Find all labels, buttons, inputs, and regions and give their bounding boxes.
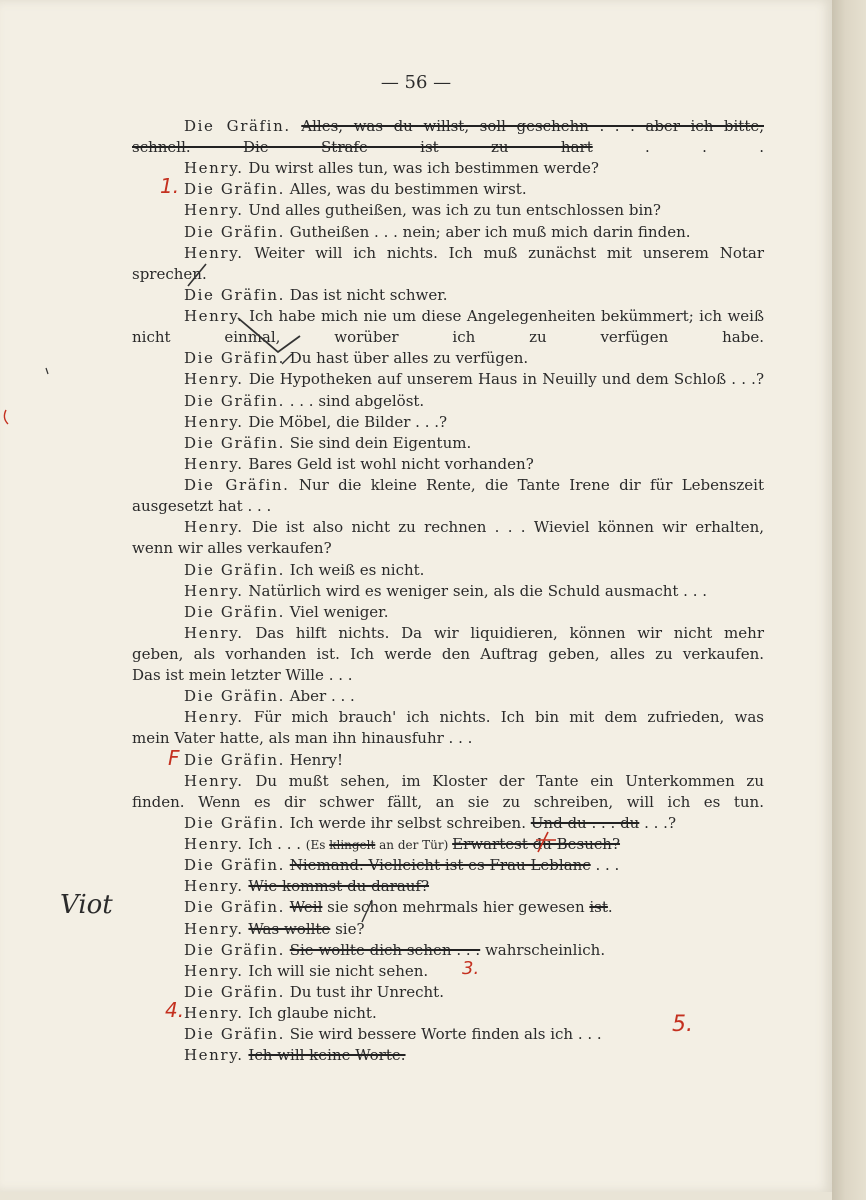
line-text: Bares Geld ist wohl nicht vorhanden? xyxy=(243,454,534,473)
speaker-name: Henry. xyxy=(184,1004,244,1023)
line-text: Aber . . . xyxy=(284,687,355,706)
line-text: Du wirst alles tun, was ich bestimmen werde? xyxy=(243,159,599,178)
line-text: Nur die kleine Rente, die Tante Irene dir für Lebenszeit xyxy=(289,476,764,495)
speaker-name: Henry. xyxy=(184,201,244,220)
speaker-name: Die Gräfin. xyxy=(184,476,290,495)
struck-text: schnell. Die Strafe ist zu hart xyxy=(132,138,593,157)
speaker-name: Henry. xyxy=(184,623,244,642)
line-text: Gutheißen . . . nein; aber ich muß mich darin finden. xyxy=(284,222,691,241)
line-text: Du hast über alles zu verfügen. xyxy=(284,349,529,368)
line-text: Und alles gutheißen, was ich zu tun entschlossen bin? xyxy=(243,201,661,220)
speaker-name: Henry. xyxy=(184,370,244,389)
speaker-name: Die Gräfin. xyxy=(184,687,285,706)
line-text: Sie wird bessere Worte finden als ich . . . xyxy=(284,1025,602,1044)
line-text: sie? xyxy=(330,919,365,938)
speaker-name: Henry. xyxy=(184,835,244,854)
speaker-name: Henry. xyxy=(184,919,244,938)
line-text: Die Möbel, die Bilder . . .? xyxy=(243,412,448,431)
speaker-name: Henry. xyxy=(184,454,244,473)
line-text: . . .? xyxy=(639,813,676,832)
line-text: . . . sind abgelöst. xyxy=(284,391,425,410)
line-text: Alles, was du bestimmen wirst. xyxy=(284,180,527,199)
line-text: sie schon mehrmals hier gewesen xyxy=(322,898,590,917)
struck-text: Und du . . . du xyxy=(530,813,640,832)
line-text: nicht einmal, worüber ich zu verfügen habe. xyxy=(132,328,764,347)
speaker-name: Die Gräfin. xyxy=(184,349,285,368)
struck-text: Sie wollte dich sehen . . . xyxy=(289,940,481,959)
line-text: Du mußt sehen, im Kloster der Tante ein Unterkommen zu xyxy=(243,771,764,790)
struck-text: ist xyxy=(589,898,608,917)
speaker-name: Henry. xyxy=(184,877,244,896)
line-text: Ich werde ihr selbst schreiben. xyxy=(284,813,531,832)
line-text: ausgesetzt hat . . . xyxy=(132,497,272,516)
speaker-name: Die Gräfin. xyxy=(184,1025,285,1044)
speaker-name: Die Gräfin. xyxy=(184,982,285,1001)
speaker-name: Die Gräfin. xyxy=(184,222,285,241)
speaker-name: Die Gräfin. xyxy=(184,813,285,832)
line-text: Ich will sie nicht sehen. xyxy=(243,961,429,980)
line-text: an der Tür) xyxy=(375,838,453,853)
speaker-name: Die Gräfin. xyxy=(184,433,285,452)
speaker-name: Henry. xyxy=(184,1046,244,1065)
speaker-name: Henry. xyxy=(184,412,244,431)
line-text: Das ist mein letzter Wille . . . xyxy=(132,666,353,685)
speaker-name: Henry. xyxy=(184,961,244,980)
line-text: Ich habe mich nie um diese Angelegenheiten bekümmert; ich weiß xyxy=(243,307,764,326)
speaker-name: Henry. xyxy=(184,771,244,790)
page-number: — 56 — xyxy=(380,72,452,93)
speaker-name: Die Gräfin. xyxy=(184,560,285,579)
line-text: Weiter will ich nichts. Ich muß zunächst mit unserem Notar xyxy=(243,243,764,262)
speaker-name: Die Gräfin. xyxy=(184,898,285,917)
speaker-name: Die Gräfin. xyxy=(184,602,285,621)
speaker-name: Die Gräfin. xyxy=(184,391,285,410)
speaker-name: Die Gräfin. xyxy=(184,180,285,199)
struck-text: klingelt xyxy=(329,838,376,853)
speaker-name: Henry. xyxy=(184,159,244,178)
speaker-name: Henry. xyxy=(184,518,244,537)
line-text: Ich weiß es nicht. xyxy=(284,560,425,579)
speaker-name: Die Gräfin. xyxy=(184,750,285,769)
line-text: finden. Wenn es dir schwer fällt, an sie zu schreiben, will ich es tun. xyxy=(132,792,764,811)
line-text: (Es xyxy=(305,838,330,853)
struck-text: Ich will keine Worte. xyxy=(248,1046,406,1065)
line-text: . xyxy=(607,898,613,917)
red-mark-3: 3. xyxy=(462,958,480,979)
line-text: Natürlich wird es weniger sein, als die Schuld ausmacht . . . xyxy=(243,581,708,600)
line-text: wahrscheinlich. xyxy=(480,940,606,959)
line-text: Henry! xyxy=(284,750,344,769)
line-text: Du tust ihr Unrecht. xyxy=(284,982,444,1001)
red-mark-5: 5. xyxy=(672,1012,693,1037)
speaker-name: Henry. xyxy=(184,581,244,600)
speaker-name: Henry. xyxy=(184,243,244,262)
red-mark-1: 1. xyxy=(160,174,180,198)
line-text: Die Hypotheken auf unserem Haus in Neuilly und dem Schloß . . .? xyxy=(243,370,764,389)
speaker-name: Henry. xyxy=(184,307,244,326)
margin-note: Viot xyxy=(60,890,113,920)
line-text: Sie sind dein Eigentum. xyxy=(284,433,472,452)
line-text: Das hilft nichts. Da wir liquidieren, können wir nicht mehr xyxy=(243,623,764,642)
struck-text: Niemand. Vielleicht ist es Frau Leblanc xyxy=(289,856,591,875)
speaker-name: Die Gräfin. xyxy=(184,856,285,875)
line-text: . . . xyxy=(590,856,620,875)
line-text: Ich glaube nicht. xyxy=(243,1004,377,1023)
struck-text: Erwartest du Besuch? xyxy=(452,835,621,854)
line-text: Die ist also nicht zu rechnen . . . Wieviel können wir erhalten, xyxy=(243,518,764,537)
line-text: wenn wir alles verkaufen? xyxy=(132,539,332,558)
speaker-name: Henry. xyxy=(184,708,244,727)
line-text: . . . xyxy=(592,138,764,157)
line-text: mein Vater hatte, als man ihn hinausfuhr . . . xyxy=(132,729,473,748)
speaker-name: Die Gräfin. xyxy=(184,940,285,959)
struck-text: Alles, was du willst, soll geschehn . . . aber ich bitte, xyxy=(301,117,764,135)
line-text: geben, als vorhanden ist. Ich werde den Auftrag geben, alles zu verkaufen. xyxy=(132,645,764,663)
speaker-name: Die Gräfin. xyxy=(184,117,291,135)
speaker-name: Die Gräfin. xyxy=(184,285,285,304)
line-text: Ich . . . xyxy=(243,835,306,854)
line-text: Viel weniger. xyxy=(284,602,389,621)
line-text: Das ist nicht schwer. xyxy=(284,285,448,304)
line-text: Für mich brauch' ich nichts. Ich bin mit dem zufrieden, was xyxy=(243,708,764,727)
red-mark-4: 4. xyxy=(165,998,185,1022)
red-mark-f: F xyxy=(168,746,180,770)
struck-text: Weil xyxy=(289,898,323,917)
line-text: sprechen. xyxy=(132,264,207,283)
struck-text: Wie kommst du darauf? xyxy=(248,877,430,896)
struck-text: Was wollte xyxy=(248,919,331,938)
